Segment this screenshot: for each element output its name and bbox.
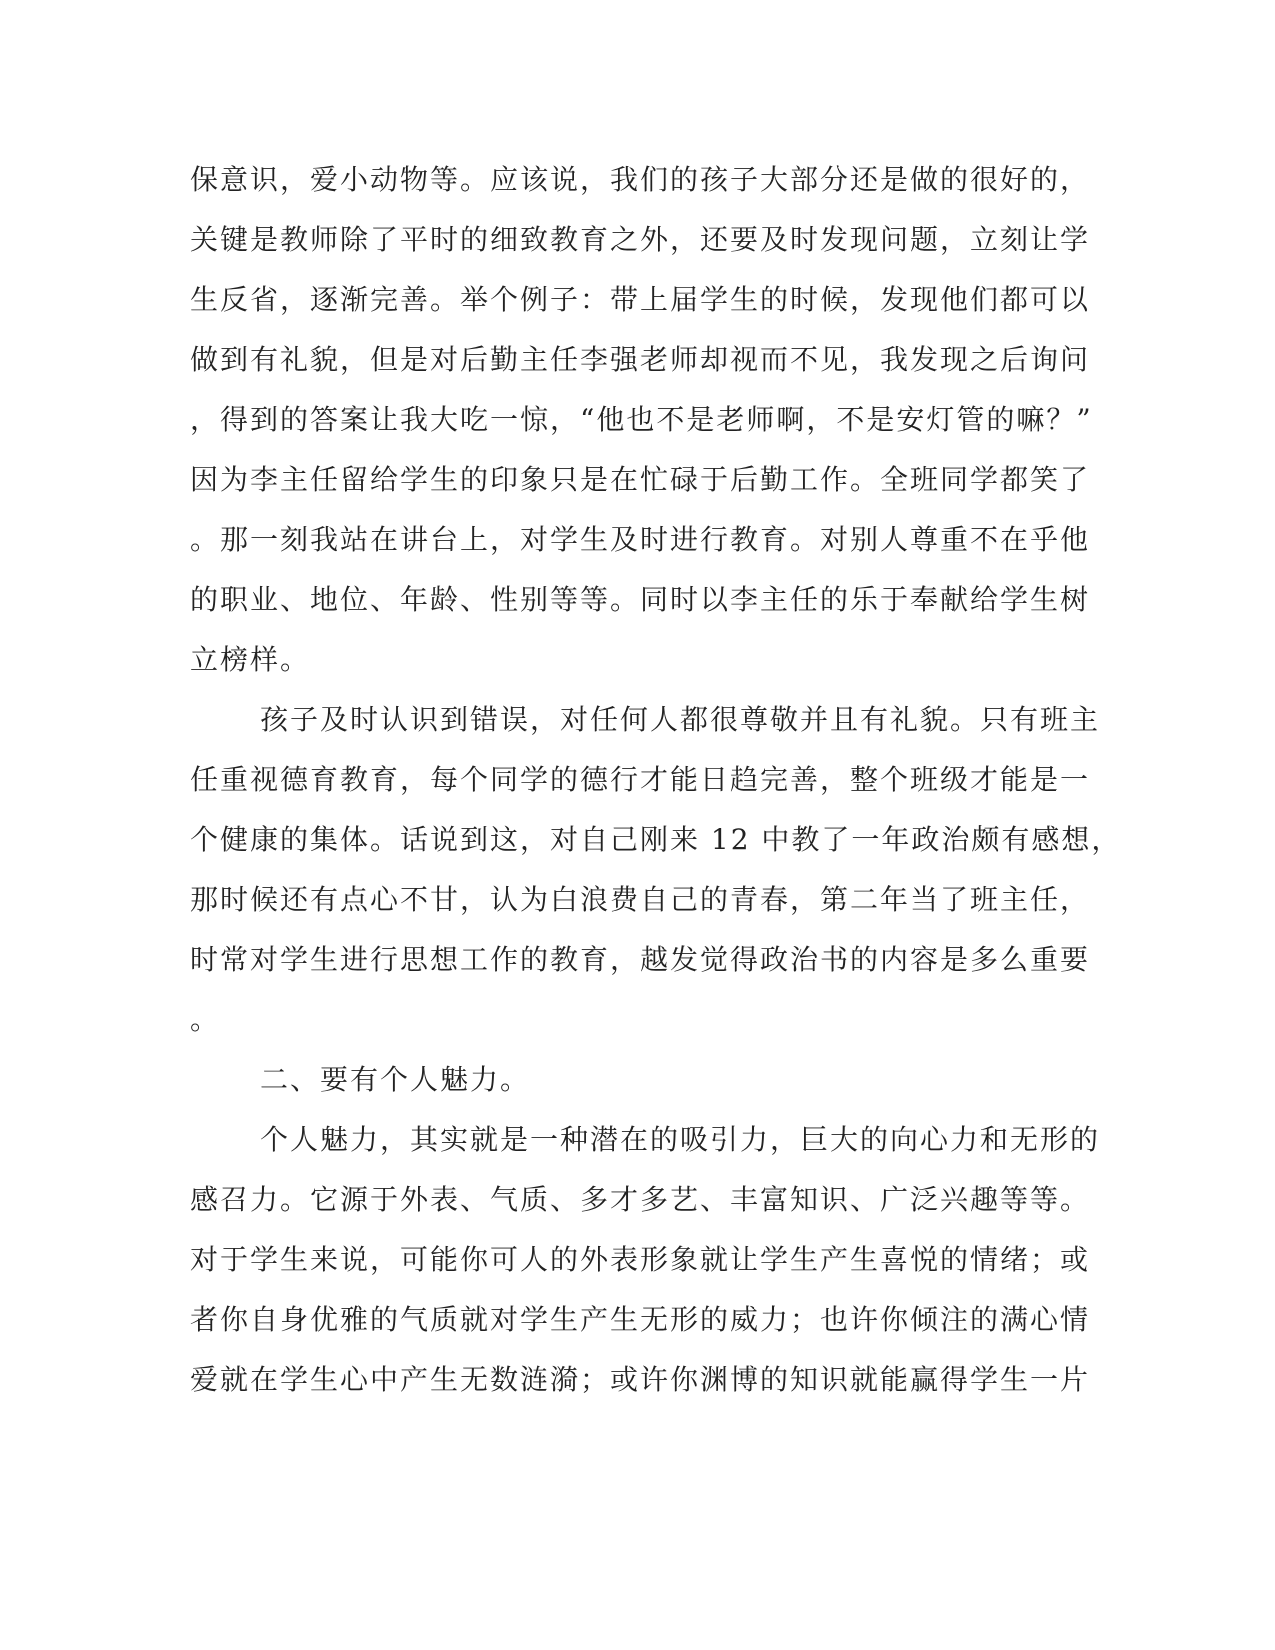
text-line: 任重视德育教育，每个同学的德行才能日趋完善，整个班级才能是一: [190, 763, 1091, 796]
text-line: 。那一刻我站在讲台上，对学生及时进行教育。对别人尊重不在乎他: [190, 523, 1091, 556]
paragraph-first-line: 孩子及时认识到错误，对任何人都很尊敬并且有礼貌。只有班主: [260, 703, 1101, 736]
text-line: 的职业、地位、年龄、性别等等。同时以李主任的乐于奉献给学生树: [190, 583, 1091, 616]
paragraph-first-line: 个人魅力，其实就是一种潜在的吸引力，巨大的向心力和无形的: [260, 1123, 1101, 1156]
text-line: 个健康的集体。话说到这，对自己刚来 12 中教了一年政治颇有感想，: [190, 823, 1122, 856]
text-line: 因为李主任留给学生的印象只是在忙碌于后勤工作。全班同学都笑了: [190, 463, 1091, 496]
text-line: 对于学生来说，可能你可人的外表形象就让学生产生喜悦的情绪；或: [190, 1243, 1091, 1276]
text-line: 那时候还有点心不甘，认为白浪费自己的青春，第二年当了班主任，: [190, 883, 1091, 916]
text-line: 者你自身优雅的气质就对学生产生无形的威力；也许你倾注的满心情: [190, 1303, 1091, 1336]
text-line: 时常对学生进行思想工作的教育，越发觉得政治书的内容是多么重要: [190, 943, 1091, 976]
text-line: 。: [190, 1003, 221, 1036]
text-line: ，得到的答案让我大吃一惊，“他也不是老师啊，不是安灯管的嘛？”: [190, 403, 1093, 436]
section-heading: 二、要有个人魅力。: [260, 1063, 531, 1096]
text-line: 爱就在学生心中产生无数涟漪；或许你渊博的知识就能赢得学生一片: [190, 1363, 1091, 1396]
text-line: 保意识，爱小动物等。应该说，我们的孩子大部分还是做的很好的，: [190, 163, 1091, 196]
text-line: 感召力。它源于外表、气质、多才多艺、丰富知识、广泛兴趣等等。: [190, 1183, 1091, 1216]
text-line: 做到有礼貌，但是对后勤主任李强老师却视而不见，我发现之后询问: [190, 343, 1091, 376]
text-line: 生反省，逐渐完善。举个例子：带上届学生的时候，发现他们都可以: [190, 283, 1091, 316]
text-line: 关键是教师除了平时的细致教育之外，还要及时发现问题，立刻让学: [190, 223, 1091, 256]
text-line: 立榜样。: [190, 643, 311, 676]
